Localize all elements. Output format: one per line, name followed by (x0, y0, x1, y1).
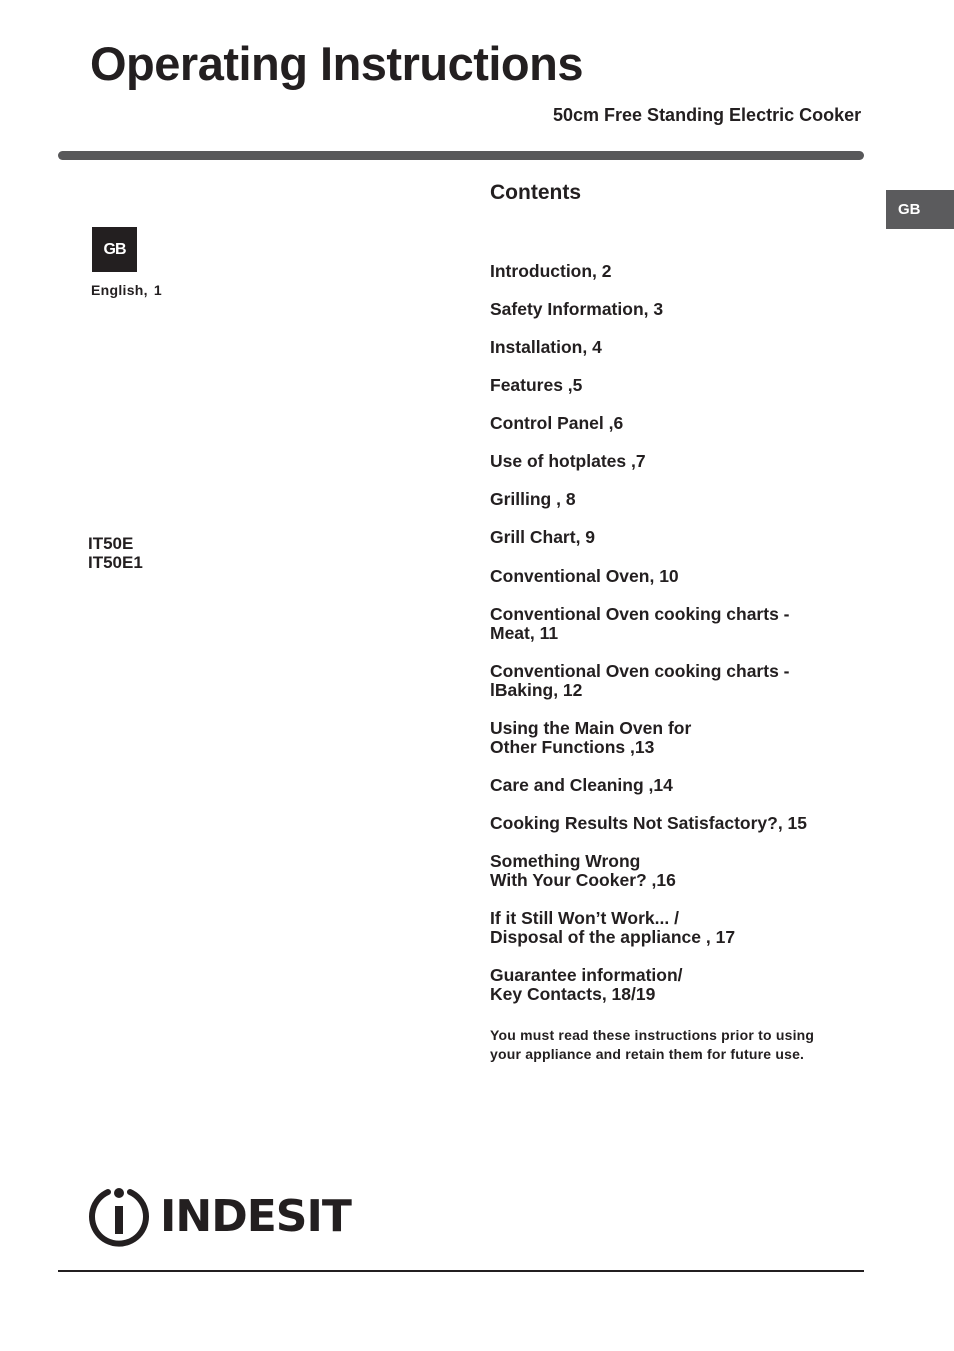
toc-item-line: Use of hotplates ,7 (490, 451, 646, 471)
toc-item-line: Meat, 11 (490, 623, 559, 643)
toc-item-line: Grill Chart, 9 (490, 527, 596, 547)
page-title: Operating Instructions (90, 37, 583, 90)
brand-logo (88, 1183, 351, 1249)
toc-item (490, 852, 870, 890)
indesit-i-circle-icon (88, 1184, 150, 1248)
toc-item-line: Introduction, 2 (490, 261, 612, 281)
language-name: English, (91, 282, 148, 298)
toc-item-line: Conventional Oven, 10 (490, 566, 679, 586)
toc-item (490, 719, 870, 757)
toc-item (490, 909, 870, 947)
contents-heading: Contents (490, 181, 581, 204)
toc-item-line: Care and Cleaning ,14 (490, 775, 673, 795)
toc-item-line: With Your Cooker? ,16 (490, 870, 676, 890)
toc-item-line: Cooking Results Not Satisfactory?, 15 (490, 813, 808, 833)
page-subtitle: 50cm Free Standing Electric Cooker (553, 105, 862, 125)
toc-item (490, 814, 870, 833)
toc-item-line: If it Still Won’t Work... / (490, 908, 679, 928)
toc-item-line: Using the Main Oven for (490, 718, 692, 738)
toc-item (490, 662, 870, 700)
toc-item (490, 605, 870, 643)
header-divider (58, 151, 864, 160)
toc-item (490, 966, 870, 1004)
notice-line: your appliance and retain them for future use. (490, 1046, 805, 1062)
toc-item-line: lBaking, 12 (490, 680, 583, 700)
toc-item (490, 414, 870, 433)
language-badge: GB (92, 227, 137, 272)
toc-item (490, 262, 870, 281)
model-number: IT50E (88, 534, 134, 553)
toc-item-line: Conventional Oven cooking charts - (490, 661, 790, 681)
toc-item-line: Safety Information, 3 (490, 299, 664, 319)
toc-item (490, 776, 870, 795)
toc-item-line: Control Panel ,6 (490, 413, 624, 433)
toc-item-line: Conventional Oven cooking charts - (490, 604, 790, 624)
toc-item (490, 567, 870, 586)
model-number: IT50E1 (88, 553, 143, 572)
toc-item-line: Grilling , 8 (490, 489, 576, 509)
language-side-tab: GB (886, 190, 954, 229)
toc-item (490, 452, 870, 471)
toc-item (490, 490, 870, 509)
brand-wordmark: INDESIT (160, 1190, 351, 1242)
toc-item (490, 528, 870, 547)
model-numbers (88, 534, 143, 572)
read-instructions-notice (490, 1026, 850, 1064)
toc-item (490, 338, 870, 357)
toc-item-line: Key Contacts, 18/19 (490, 984, 656, 1004)
toc-item-line: Disposal of the appliance , 17 (490, 927, 736, 947)
language-page: 1 (153, 282, 162, 298)
toc-item-line: Features ,5 (490, 375, 583, 395)
footer-divider (58, 1270, 864, 1272)
toc-item-line: Something Wrong (490, 851, 641, 871)
notice-line: You must read these instructions prior to using (490, 1027, 815, 1043)
toc-item-line: Other Functions ,13 (490, 737, 655, 757)
language-entry (91, 282, 162, 298)
toc-item-line: Guarantee information/ (490, 965, 683, 985)
toc-item-line: Installation, 4 (490, 337, 602, 357)
toc-item (490, 376, 870, 395)
toc-item (490, 300, 870, 319)
